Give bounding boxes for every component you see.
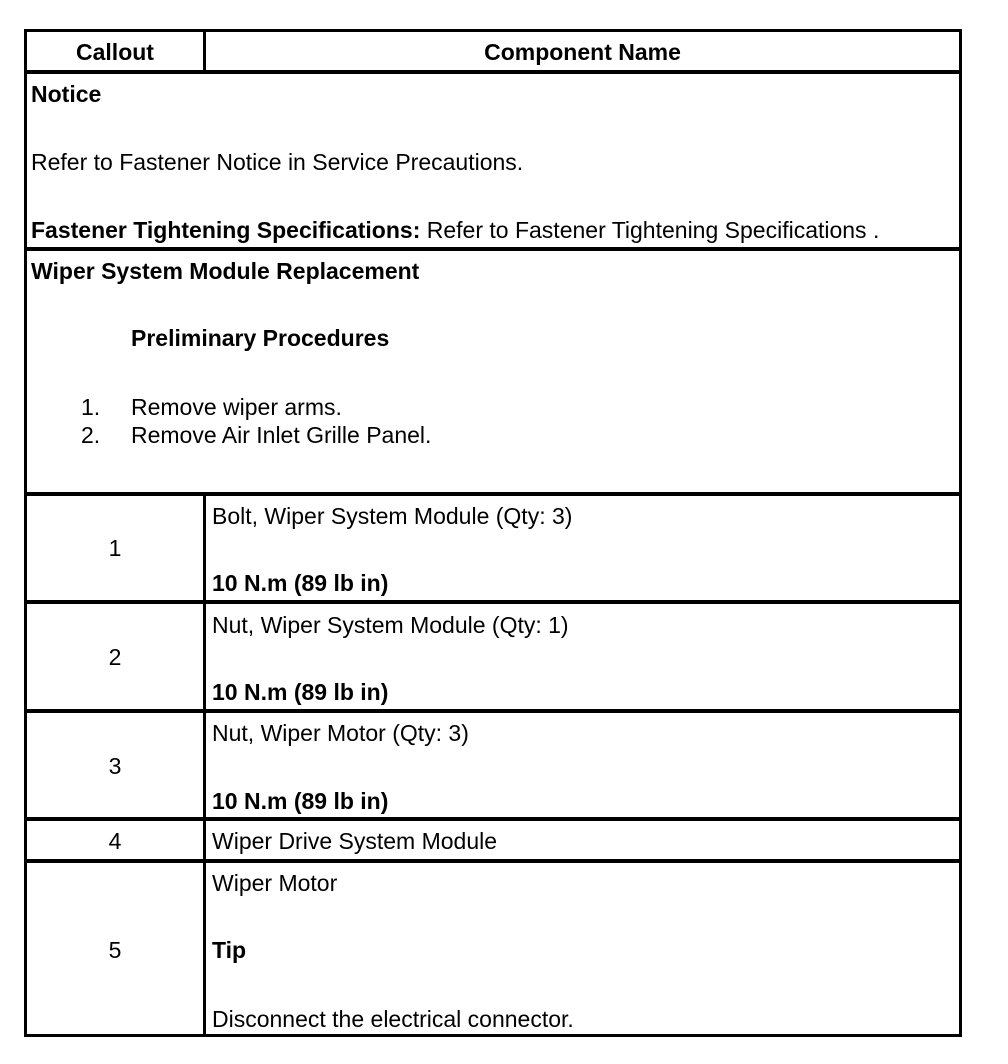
header-callout: Callout <box>76 39 154 65</box>
torque-spec: 10 N.m (89 lb in) <box>212 570 389 596</box>
notice-title: Notice <box>31 81 102 107</box>
procedure-divider <box>27 492 959 496</box>
header-component-name: Component Name <box>484 39 681 65</box>
row-divider <box>27 600 959 604</box>
row-divider <box>27 817 959 821</box>
torque-spec: 10 N.m (89 lb in) <box>212 788 389 814</box>
row-divider <box>27 859 959 863</box>
component-table <box>24 29 962 1037</box>
notice-text: Refer to Fastener Notice in Service Precautions. <box>31 149 524 175</box>
fastener-spec-text: Refer to Fastener Tightening Specifications . <box>426 217 880 243</box>
tip-label: Tip <box>212 937 247 963</box>
component-name: Wiper Motor <box>212 870 338 896</box>
callout-number: 4 <box>108 828 122 854</box>
header-divider <box>27 70 959 74</box>
notice-divider <box>27 247 959 251</box>
fastener-spec-line <box>31 217 879 243</box>
tip-text: Disconnect the electrical connector. <box>212 1006 574 1032</box>
procedure-title: Wiper System Module Replacement <box>31 258 420 284</box>
callout-number: 2 <box>108 644 122 670</box>
torque-spec: 10 N.m (89 lb in) <box>212 679 389 705</box>
component-name: Bolt, Wiper System Module (Qty: 3) <box>212 503 573 529</box>
step-text: Remove wiper arms. <box>131 394 342 420</box>
procedure-subtitle: Preliminary Procedures <box>131 325 390 351</box>
callout-number: 5 <box>108 937 122 963</box>
step-number: 2. <box>81 422 101 448</box>
component-name: Wiper Drive System Module <box>212 828 498 854</box>
component-name: Nut, Wiper Motor (Qty: 3) <box>212 720 469 746</box>
step-number: 1. <box>81 394 101 420</box>
callout-number: 3 <box>108 753 122 779</box>
step-text: Remove Air Inlet Grille Panel. <box>131 422 432 448</box>
callout-number: 1 <box>108 535 122 561</box>
column-divider <box>203 492 206 1037</box>
fastener-spec-label: Fastener Tightening Specifications: <box>31 217 421 243</box>
component-name: Nut, Wiper System Module (Qty: 1) <box>212 612 569 638</box>
row-divider <box>27 709 959 713</box>
